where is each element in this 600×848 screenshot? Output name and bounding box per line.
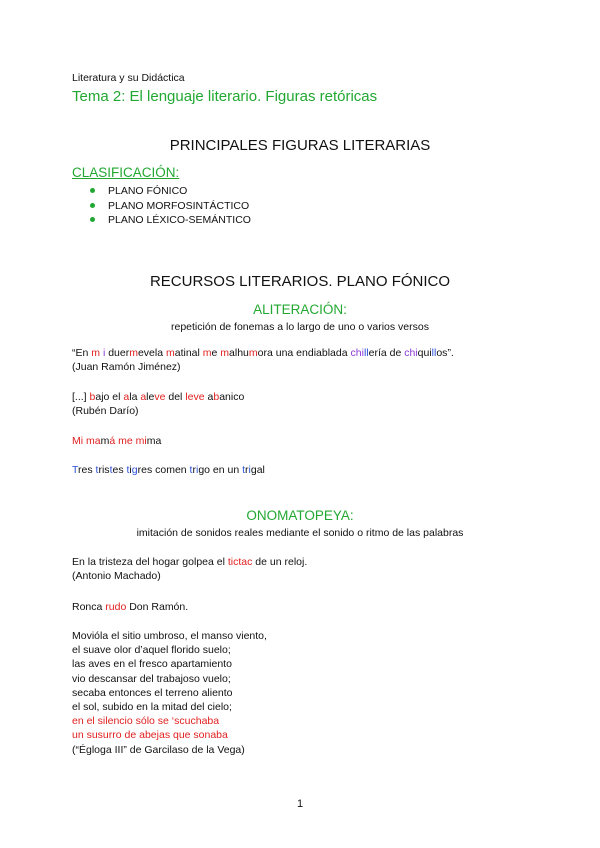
aliteracion-example-2 xyxy=(72,390,244,404)
text-segment: anico xyxy=(219,391,245,403)
highlighted-phoneme: i xyxy=(102,347,106,359)
highlighted-phoneme: a xyxy=(140,391,147,403)
highlighted-phoneme: m xyxy=(202,347,212,359)
highlighted-phoneme: g xyxy=(131,464,138,476)
text-segment: ”. xyxy=(447,347,454,359)
poem-line: el sol, subido en la mitad del cielo; xyxy=(72,701,232,714)
text-segment: r xyxy=(245,464,249,476)
text-segment: del xyxy=(165,391,186,403)
text-segment: alhu xyxy=(229,347,249,359)
poem-source: (“Égloga III” de Garcilaso de la Vega) xyxy=(72,743,245,756)
highlighted-phoneme: mi xyxy=(135,435,147,447)
poem xyxy=(72,629,267,757)
list-item: PLANO LÉXICO-SEMÁNTICO xyxy=(90,213,251,228)
highlighted-phoneme: t xyxy=(109,464,113,476)
onomatopeya-source-1: (Antonio Machado) xyxy=(72,570,161,582)
text-segment: la xyxy=(129,391,141,403)
onomatopeya-heading: ONOMATOPEYA: xyxy=(246,508,354,523)
highlighted-phoneme: m xyxy=(220,347,230,359)
poem-line-highlight: un susurro de abejas que sonaba xyxy=(72,729,228,742)
text-segment: duer xyxy=(105,347,130,359)
onomatopeya-example-1: En la tristeza del hogar golpea el tictac de un reloj. xyxy=(72,556,308,568)
highlighted-phoneme: m xyxy=(166,347,175,359)
aliteracion-heading: ALITERACIÓN: xyxy=(253,302,347,317)
bullet-icon xyxy=(90,188,95,193)
highlighted-phoneme: T xyxy=(72,464,79,476)
highlighted-phoneme: ve xyxy=(193,391,205,403)
highlighted-phoneme: t xyxy=(95,464,99,476)
highlighted-phoneme: me xyxy=(118,435,133,447)
bullet-icon xyxy=(90,217,95,222)
text-segment: [...] xyxy=(72,391,90,403)
poem-line: las aves en el fresco apartamiento xyxy=(72,658,232,671)
text-segment: ris xyxy=(98,464,110,476)
list-item: PLANO MORFOSINTÁCTICO xyxy=(90,199,251,214)
aliteracion-example-4 xyxy=(72,463,265,477)
text-segment: ería de xyxy=(368,347,405,359)
text-segment: res xyxy=(78,464,96,476)
text-segment: m xyxy=(100,435,110,447)
highlighted-phoneme: ma xyxy=(86,435,101,447)
highlighted-phoneme: i xyxy=(248,464,251,476)
highlighted-phoneme: m xyxy=(91,347,101,359)
classification-list xyxy=(90,184,251,228)
course-name: Literatura y su Didáctica xyxy=(72,72,185,84)
text-segment: gal xyxy=(250,464,265,476)
highlighted-phoneme: le xyxy=(185,391,194,403)
aliteracion-example-3 xyxy=(72,434,161,448)
onomatopeya-example-2: Ronca rudo Don Ramón. xyxy=(72,601,189,613)
text-segment: “En xyxy=(72,347,92,359)
highlighted-phoneme: m xyxy=(129,347,138,359)
highlighted-phoneme: t xyxy=(189,464,193,476)
highlighted-phoneme: Mi xyxy=(72,435,86,447)
text-segment: r xyxy=(192,464,196,476)
poem-line: el suave olor d’aquel florido suelo; xyxy=(72,644,231,657)
poem-line: secaba entonces el terreno aliento xyxy=(72,686,233,699)
text-segment: go en un xyxy=(198,464,243,476)
highlighted-phoneme: a xyxy=(123,391,130,403)
text-segment: ajo el xyxy=(95,391,124,403)
highlighted-phoneme: ve xyxy=(154,391,166,403)
aliteracion-definition: repetición de fonemas a lo largo de uno o varios versos xyxy=(171,321,429,333)
aliteracion-source-1: (Juan Ramón Jiménez) xyxy=(72,361,181,373)
text-segment: le xyxy=(146,391,155,403)
text-segment: os xyxy=(436,347,448,359)
highlighted-phoneme: t xyxy=(126,464,130,476)
text-segment: ma xyxy=(146,435,162,447)
text-segment: qui xyxy=(417,347,432,359)
poem-line: vio descansar del trabajoso vuelo; xyxy=(72,672,231,685)
text-segment: e xyxy=(211,347,221,359)
bullet-icon xyxy=(90,203,95,208)
text-segment: evela xyxy=(137,347,166,359)
aliteracion-source-2: (Rubén Darío) xyxy=(72,405,139,417)
page-number: 1 xyxy=(296,798,304,810)
text-segment: a xyxy=(204,391,214,403)
topic-title: Tema 2: El lenguaje literario. Figuras retóricas xyxy=(72,88,378,105)
highlighted-phoneme: ll xyxy=(363,347,369,359)
highlighted-phoneme: m xyxy=(248,347,258,359)
poem-line-highlight: en el silencio sólo se ‘scuchaba xyxy=(72,715,220,728)
highlighted-phoneme: á xyxy=(109,435,116,447)
highlighted-phoneme: i xyxy=(195,464,199,476)
highlighted-phoneme: ll xyxy=(431,347,437,359)
aliteracion-example-1 xyxy=(72,346,454,360)
text-segment: es xyxy=(112,464,127,476)
onomatopeya-definition: imitación de sonidos reales mediante el sonido o ritmo de las palabras xyxy=(136,527,464,539)
text-segment: i xyxy=(129,464,132,476)
highlighted-phoneme: b xyxy=(89,391,96,403)
classification-heading: CLASIFICACIÓN: xyxy=(72,165,180,180)
text-segment: res comen xyxy=(137,464,190,476)
highlighted-phoneme: chi xyxy=(404,347,418,359)
highlighted-phoneme: t xyxy=(242,464,246,476)
section-title-fonico: RECURSOS LITERARIOS. PLANO FÓNICO xyxy=(149,273,451,290)
text-segment: atinal xyxy=(174,347,203,359)
highlighted-phoneme: chi xyxy=(350,347,364,359)
poem-line: Movióla el sitio umbroso, el manso viento, xyxy=(72,630,267,642)
highlighted-phoneme: b xyxy=(213,391,220,403)
section-title-figuras: PRINCIPALES FIGURAS LITERARIAS xyxy=(169,137,431,154)
list-item: PLANO FÓNICO xyxy=(90,184,251,199)
text-segment: ora una endiablada xyxy=(257,347,351,359)
